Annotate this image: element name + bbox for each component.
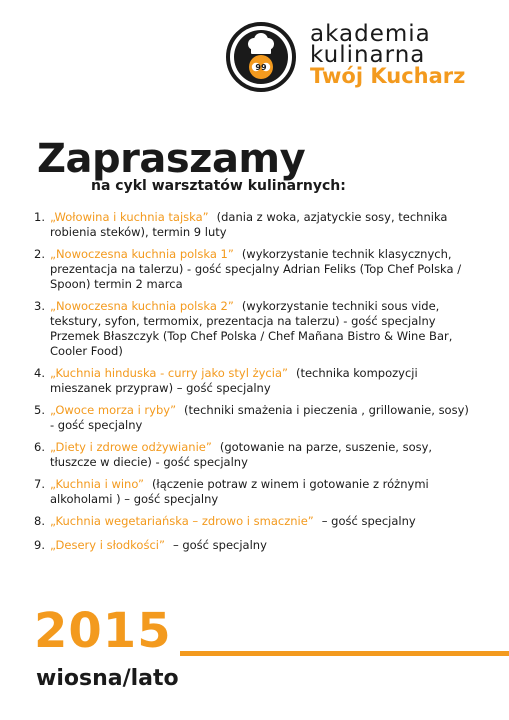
workshop-list [34, 210, 474, 553]
brand-name [310, 21, 466, 88]
item-description: – gość specjalny [172, 538, 267, 552]
item-description: (łączenie potraw z winem i gotowanie z różnymi alkoholami ) – gość specjalny [50, 477, 429, 506]
list-item [34, 477, 474, 507]
item-name: „Nowoczesna kuchnia polska 2” [50, 299, 234, 313]
item-number: 9. [34, 538, 45, 552]
item-description: (techniki smażenia i pieczenia , grillowanie, sosy) - gość specjalny [50, 403, 469, 432]
item-name: „Nowoczesna kuchnia polska 1” [50, 247, 234, 261]
logo-badge: 99 [255, 63, 267, 72]
item-description: (technika kompozycji mieszanek przypraw) – gość specjalny [50, 366, 418, 395]
brand-line-2: kulinarna [310, 42, 426, 68]
item-number: 8. [34, 514, 45, 528]
item-name: „Diety i zdrowe odżywianie” [50, 440, 212, 454]
item-description: (gotowanie na parze, suszenie, sosy, tłuszcze w diecie) - gość specjalny [50, 440, 433, 469]
page-title: Zapraszamy [37, 136, 306, 182]
item-number: 7. [34, 477, 45, 491]
chef-hat-logo-icon [226, 22, 296, 92]
page-subtitle: na cykl warsztatów kulinarnych: [91, 178, 346, 194]
item-name: „Desery i słodkości” [50, 538, 165, 552]
item-name: „Kuchnia i wino” [50, 477, 144, 491]
item-number: 3. [34, 299, 45, 313]
list-item [34, 210, 474, 240]
item-number: 2. [34, 247, 45, 261]
brand-line-1: akademia [310, 21, 431, 47]
list-item [34, 366, 474, 396]
divider-line [180, 651, 509, 656]
item-number: 5. [34, 403, 45, 417]
list-item [34, 403, 474, 433]
list-item [34, 538, 474, 553]
item-name: „Kuchnia hinduska - curry jako styl życia” [50, 366, 288, 380]
list-item [34, 299, 474, 359]
item-number: 4. [34, 366, 45, 380]
item-description: (dania z woka, azjatyckie sosy, technika robienia steków), termin 9 luty [50, 210, 448, 239]
list-item [34, 440, 474, 470]
item-name: „Owoce morza i ryby” [50, 403, 177, 417]
item-number: 1. [34, 210, 45, 224]
season-label: wiosna/lato [36, 666, 179, 691]
item-description: – gość specjalny [321, 514, 416, 528]
item-number: 6. [34, 440, 45, 454]
brand-line-3: Twój Kucharz [310, 64, 466, 88]
list-item [34, 514, 474, 529]
list-item [34, 247, 474, 292]
item-description: (wykorzystanie technik klasycznych, prezentacja na talerzu) - gość specjalny Adrian Feliks (Top Chef Polska / Spoon) termin 2 marca [50, 247, 462, 291]
item-description: (wykorzystanie techniki sous vide, tekstury, syfon, termomix, prezentacja na talerzu) - gość specjalny Przemek Błaszczyk (Top Chef Polska / Chef Mañana Bistro & Wine Bar, Cooler Food) [50, 299, 453, 358]
item-name: „Kuchnia wegetariańska – zdrowo i smacznie” [50, 514, 314, 528]
item-name: „Wołowina i kuchnia tajska” [50, 210, 209, 224]
year-label: 2015 [34, 603, 172, 659]
